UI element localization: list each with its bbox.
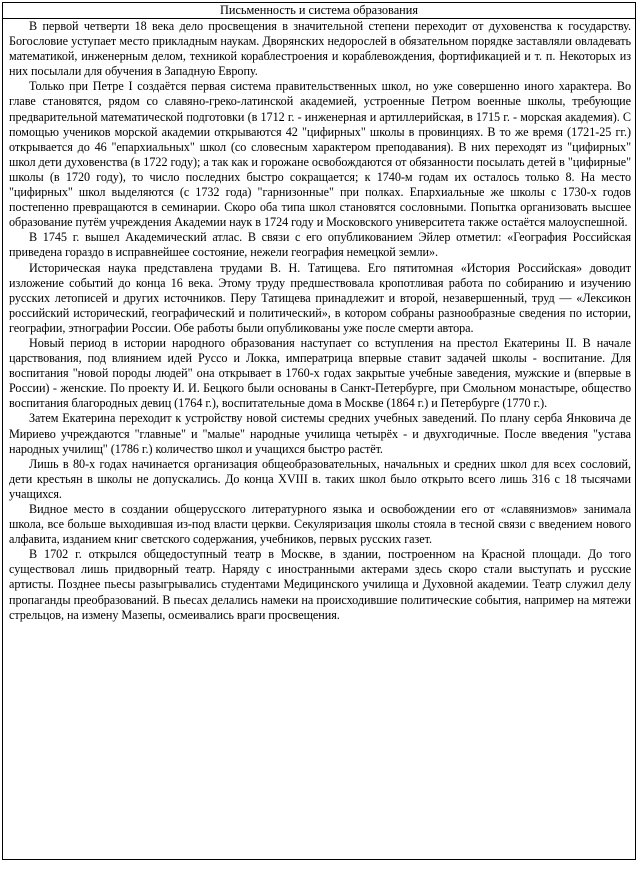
paragraph: Лишь в 80-х годах начинается организация общеобразовательных, начальных и средних школ для всех сословий, дети крестьян в школы не допускались. До конца XVIII в. таких школ было открыто всего лишь 316 с 18 тысячами учащихся. — [9, 456, 631, 501]
paragraph: Историческая наука представлена трудами В. Н. Татищева. Его пятитомная «История Российская» доводит изложение событий до конца 16 века. Этому труду предшествовала кропотливая работа по собиранию и изучению русских летописей и других источников. Перу Татищева принадлежит и второй, незавершенный, труд — «Лексикон российский исторический, географический и политический», в котором собраны разнообразные сведения по истории, географии, этнографии России. Обе работы были опубликованы уже после смерти автора. — [9, 260, 631, 335]
document-title: Письменность и система образования — [3, 3, 635, 19]
paragraph: Только при Петре I создаётся первая система правительственных школ, но уже совершенно иного характера. Во главе становятся, рядом со славяно-греко-латинской академией, устроенные Петром военные школы, требующие предварительной математической подготовки (в 1712 г. - инженерная и артиллерийская, в 1715 г. - морская академия). С помощью учеников морской академии открываются 42 "цифирных" школы в провинциях. В то же время (1721-25 гг.) открывается до 46 "епархиальных" школ (со словесным характером преподавания). В них переходят из "цифирных" школ дети духовенства (в 1722 году); а так как и горожане освобождаются от обязанности посылать детей в "цифирные" школы (в 1720 году), то число последних быстро сокращается; к 1740-м годам их осталось только 8. На место "цифирных" школ выделяются (с 1732 года) "гарнизонные" при полках. Епархиальные же школы с 1730-х годов постепенно превращаются в семинарии. Скоро оба типа школ становятся сословными. Попытка организовать высшее образование путём учреждения Академии наук в 1724 году и Московского университета также остаётся малоуспешной. — [9, 79, 631, 230]
paragraph: Новый период в истории народного образования наступает со вступления на престол Екатерины II. В начале царствования, под влиянием идей Руссо и Локка, императрица впервые ставит задачей школы - воспитание. Для воспитания "новой породы людей" она открывает в 1760-х годах закрытые учебные заведения, мужские и (впервые в России) - женские. По проекту И. И. Бецкого были основаны в Санкт-Петербурге, при Смольном монастыре, общество воспитания благородных девиц (1764 г.), воспитательные дома в Москве (1864 г.) и Петербурге (1770 г.). — [9, 335, 631, 411]
document-table — [2, 2, 636, 860]
paragraph: В 1745 г. вышел Академический атлас. В связи с его опубликованием Эйлер отметил: «География Российская приведена гораздо в исправнейшее состояние, нежели география немецкой земли». — [9, 230, 631, 260]
document-body — [3, 19, 635, 623]
paragraph: Видное место в создании общерусского литературного языка и освобождении его от «славянизмов» занимала школа, все больше выходившая из-под власти церкви. Секуляризация школы стояла в тесной связи с введением нового алфавита, изданием книг светского содержания, учебников, первых русских газет. — [9, 502, 631, 547]
paragraph: В первой четверти 18 века дело просвещения в значительной степени переходит от духовенства к государству. Богословие уступает место прикладным наукам. Дворянских недорослей в обязательном порядке заставляли овладевать математикой, инженерным делом, техникой кораблестроения и кораблевождения, фортификацией и т. п. Некоторых из них посылали для обучения в Западную Европу. — [9, 19, 631, 79]
paragraph: Затем Екатерина переходит к устройству новой системы средних учебных заведений. По плану серба Янковича де Мириево учреждаются "главные" и "малые" народные училища четырёх - и двухгодичные. После введения "устава народных училищ" (1786 г.) количество школ и учащихся быстро растёт. — [9, 411, 631, 456]
paragraph: В 1702 г. открылся общедоступный театр в Москве, в здании, построенном на Красной площади. До того существовал лишь придворный театр. Наряду с иностранными актерами здесь скоро стали выступать и русские артисты. Позднее пьесы разыгрывались студентами Медицинского училища и Духовной академии. Театр служил делу пропаганды преобразований. В пьесах делались намеки на происходившие политические события, например на мятежи стрельцов, на измену Мазепы, осмеивались враги просвещения. — [9, 547, 631, 622]
